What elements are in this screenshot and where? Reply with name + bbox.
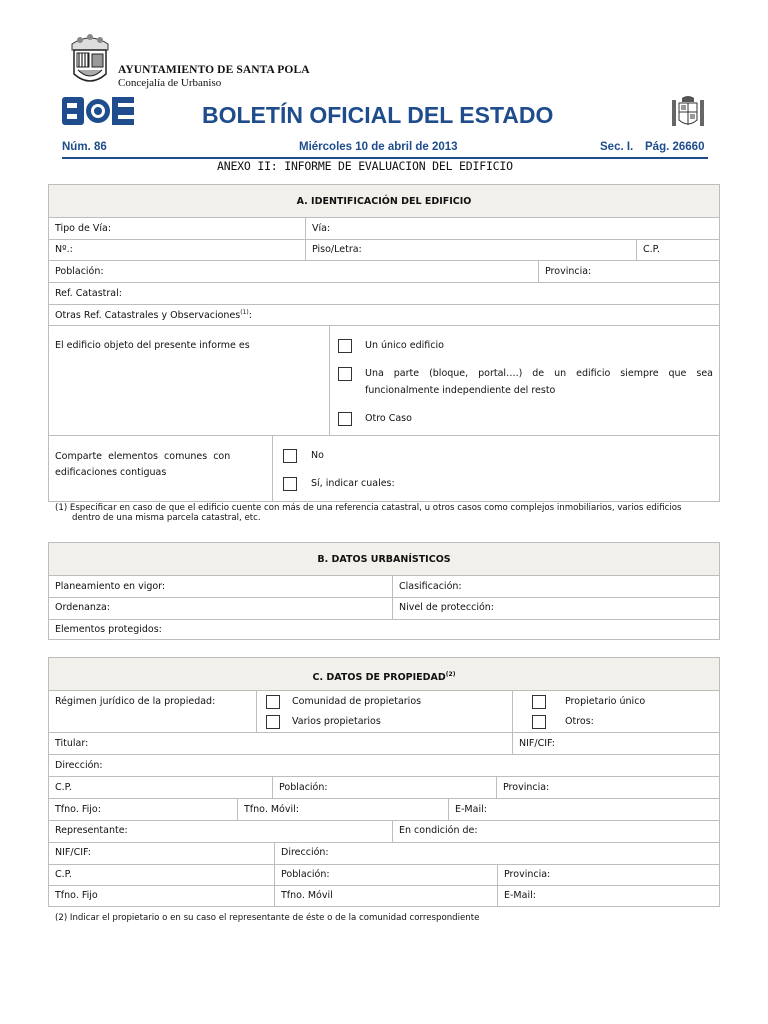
checkbox-otro-caso[interactable] — [338, 412, 352, 426]
representante-tfno-fijo-label: Tfno. Fijo — [55, 890, 98, 901]
section-b-title: B. DATOS URBANÍSTICOS — [317, 554, 451, 565]
checkbox-si[interactable] — [283, 477, 297, 491]
section-a-title: A. IDENTIFICACIÓN DEL EDIFICIO — [296, 196, 472, 207]
issue-date: Miércoles 10 de abril de 2013 — [299, 141, 458, 153]
via-label: Vía: — [312, 223, 331, 234]
footnote-1-line2: dentro de una misma parcela catastral, etc. — [72, 513, 261, 523]
tfno-fijo-label: Tfno. Fijo: — [55, 804, 101, 815]
section-label: Sec. I. — [600, 141, 634, 153]
propietario-unico-label: Propietario único — [565, 696, 646, 707]
santa-pola-coat-of-arms-icon — [66, 30, 114, 90]
numero-label: Nº.: — [55, 244, 73, 255]
boe-logo-icon — [62, 97, 134, 125]
cp-label: C.P. — [643, 244, 660, 255]
comparte-label-line2: edificaciones contiguas — [55, 467, 167, 478]
condicion-label: En condición de: — [399, 825, 478, 836]
representante-poblacion-label: Población: — [281, 869, 330, 880]
representante-email-label: E-Mail: — [504, 890, 536, 901]
tipo-via-label: Tipo de Vía: — [55, 223, 112, 234]
poblacion-label: Población: — [279, 782, 328, 793]
no-label: No — [311, 450, 324, 461]
clasificacion-label: Clasificación: — [399, 581, 462, 592]
comparte-label-line1: Comparte elementos comunes con — [55, 451, 231, 462]
cp-label: C.P. — [55, 782, 72, 793]
direccion-label: Dirección: — [55, 760, 103, 771]
nivel-proteccion-label: Nivel de protección: — [399, 602, 494, 613]
si-label: Sí, indicar cuales: — [311, 478, 395, 489]
nif-label: NIF/CIF: — [519, 738, 555, 749]
ordenanza-label: Ordenanza: — [55, 602, 110, 613]
checkbox-parte-edificio[interactable] — [338, 367, 352, 381]
otros-label: Otros: — [565, 716, 594, 727]
representante-direccion-label: Dirección: — [281, 847, 329, 858]
section-c-title: C. DATOS DE PROPIEDAD$^{(2)}$ — [312, 671, 456, 684]
footnote-2: (2) Indicar el propietario o en su caso el representante de éste o de la comunidad correspondiente — [55, 913, 480, 923]
email-label: E-Mail: — [455, 804, 487, 815]
edificio-objeto-label: El edificio objeto del presente informe es — [55, 340, 250, 351]
anexo-title: ANEXO II: INFORME DE EVALUACION DEL EDIFICIO — [217, 159, 513, 173]
regimen-label: Régimen jurídico de la propiedad: — [55, 696, 216, 707]
representante-nif-label: NIF/CIF: — [55, 847, 91, 858]
provincia-label: Provincia: — [545, 266, 592, 277]
footnote-1-line1: (1) Especificar en caso de que el edificio cuente con más de una referencia catastral, u otros casos como complejos inmobiliarios, varios edificios — [55, 503, 682, 513]
varios-label: Varios propietarios — [292, 716, 381, 727]
page-number: Pág. 26660 — [645, 141, 705, 153]
otras-ref-label: Otras Ref. Catastrales y Observaciones$^{(1)}$: — [55, 309, 252, 322]
spain-coat-of-arms-icon — [668, 94, 708, 132]
checkbox-otros[interactable] — [532, 715, 546, 729]
ref-catastral-label: Ref. Catastral: — [55, 288, 122, 299]
concejalia-name: Concejalía de Urbaniso — [118, 77, 222, 89]
piso-letra-label: Piso/Letra: — [312, 244, 362, 255]
checkbox-unico-edificio[interactable] — [338, 339, 352, 353]
boe-title: BOLETÍN OFICIAL DEL ESTADO — [202, 102, 554, 128]
boe-logo — [62, 97, 134, 125]
ayuntamiento-name: AYUNTAMIENTO DE SANTA POLA — [118, 64, 310, 76]
representante-provincia-label: Provincia: — [504, 869, 551, 880]
checkbox-propietario-unico[interactable] — [532, 695, 546, 709]
representante-label: Representante: — [55, 825, 128, 836]
section-b-header — [48, 542, 720, 576]
poblacion-label: Población: — [55, 266, 104, 277]
comunidad-label: Comunidad de propietarios — [292, 696, 422, 707]
tfno-movil-label: Tfno. Móvil: — [244, 804, 299, 815]
checkbox-no[interactable] — [283, 449, 297, 463]
planeamiento-label: Planeamiento en vigor: — [55, 581, 166, 592]
titular-label: Titular: — [55, 738, 89, 749]
section-c-table — [48, 657, 720, 907]
checkbox-comunidad[interactable] — [266, 695, 280, 709]
otro-caso-label: Otro Caso — [365, 413, 412, 424]
representante-tfno-movil-label: Tfno. Móvil — [281, 890, 333, 901]
parte-edificio-label-line1: Una parte (bloque, portal….) de un edificio siempre que sea — [365, 368, 713, 379]
provincia-label: Provincia: — [503, 782, 550, 793]
issue-number: Núm. 86 — [62, 141, 107, 153]
representante-cp-label: C.P. — [55, 869, 72, 880]
unico-edificio-label: Un único edificio — [365, 340, 444, 351]
parte-edificio-label-line2: funcionalmente independiente del resto — [365, 385, 556, 396]
section-a-header — [48, 184, 720, 218]
elementos-protegidos-label: Elementos protegidos: — [55, 624, 162, 635]
section-c-header — [48, 657, 720, 691]
checkbox-varios[interactable] — [266, 715, 280, 729]
